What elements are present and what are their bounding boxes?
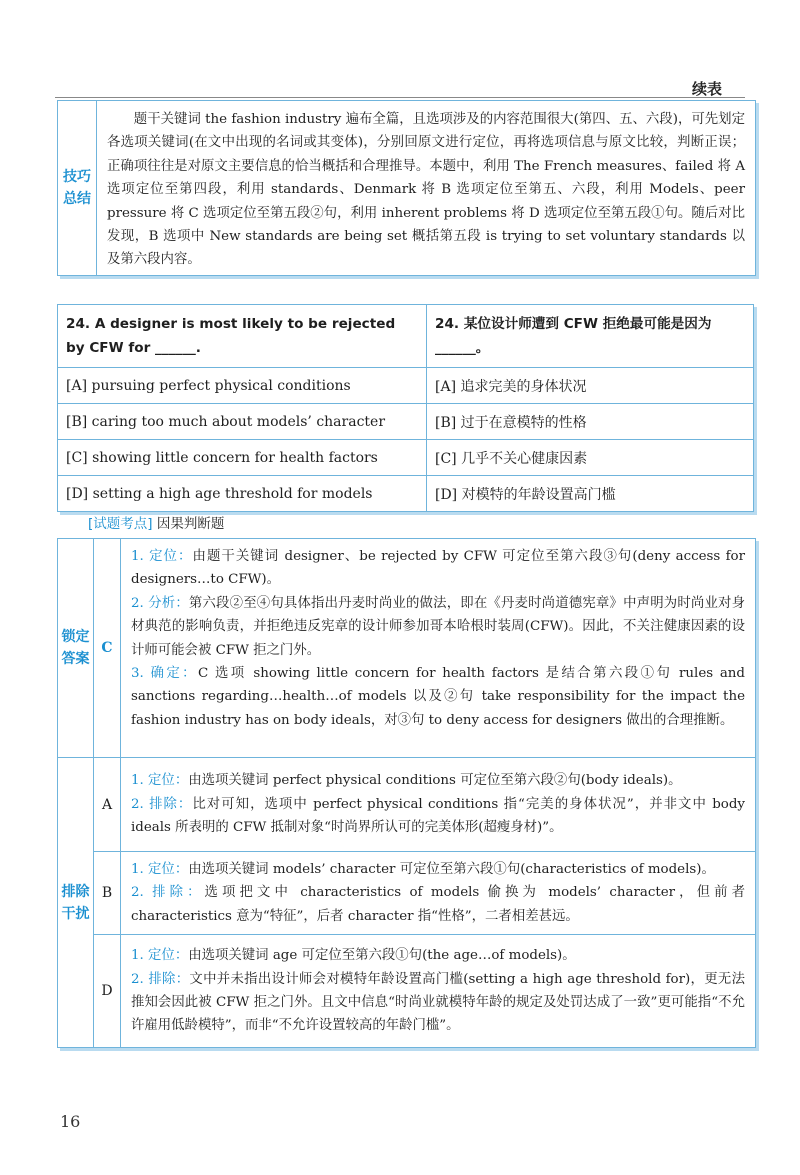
page-number: 16: [60, 1112, 81, 1131]
option-a-en: [A] pursuing perfect physical conditions: [58, 368, 427, 404]
option-row-c: [58, 440, 754, 476]
question-table: [57, 304, 754, 512]
lock-step-1: 1. 定位：由题干关键词 designer、be rejected by CFW 可定位至第六段③句(deny access for designers…to CFW)。: [131, 549, 745, 588]
exclude-row-a: [94, 758, 755, 852]
test-point-tag: [试题考点]: [88, 516, 153, 532]
exclude-block: [58, 758, 755, 1047]
exclude-row-d: [94, 935, 755, 1047]
exclude-letter-a: A: [94, 758, 121, 851]
header-rule: [55, 97, 745, 98]
option-row-d: [58, 476, 754, 512]
lock-label-line1: 锁定: [61, 629, 90, 645]
option-d-en: [D] setting a high age threshold for models: [58, 476, 427, 512]
exclude-b-step-1: 1. 定位：由选项关键词 models’ character 可定位至第六段①句(characteristics of models)。: [131, 861, 715, 877]
exclude-rows: [94, 758, 755, 1047]
test-point-value: 因果判断题: [156, 516, 225, 532]
lock-label-line2: 答案: [61, 651, 90, 667]
option-c-zh: [C] 几乎不关心健康因素: [427, 440, 754, 476]
exclude-letter-b: B: [94, 852, 121, 934]
exclude-label-line1: 排除: [61, 883, 90, 900]
option-row-a: [58, 368, 754, 404]
skill-summary-text: 题干关键词 the fashion industry 遍布全篇，且选项涉及的内容范围很大(第四、五、六段)，可先划定各选项关键词(在文中出现的名词或其变体)，分别回原文进行定位，再将选项信息与原文比较，判断正误；正确项往往是对原文主要信息的恰当概括和合理推导。本题中，利用 The French measures、failed 将 A 选项定位至第四段，利用 standards、Denmark 将 B 选项定位至第五、六段，利用 Models、peer pressure 将 C 选项定位至第五段②句，利用 inherent problems 将 D 选项定位至第五段①句。随后对比发现，B 选项中 New standards are being set 概括第五段 is trying to set voluntary standards 以及第六段内容。: [107, 112, 745, 268]
skill-label-line2: 总结: [63, 191, 91, 207]
exclude-letter-d: D: [94, 935, 121, 1047]
analysis-table: [57, 538, 756, 1048]
option-c-en: [C] showing little concern for health factors: [58, 440, 427, 476]
lock-answer-label: [58, 539, 94, 757]
exclude-content-b: [121, 852, 755, 934]
lock-step-3: 3. 确定：C 选项 showing little concern for health factors 是结合第六段①句 rules and sanctions regarding…health…of models 以及②句 take responsibility for the impact the fashion industry has on body ideals，对③句 to deny access for designers 做出的合理推断。: [131, 666, 745, 728]
option-a-zh: [A] 追求完美的身体状况: [427, 368, 754, 404]
exclude-a-step-1: 1. 定位：由选项关键词 perfect physical conditions 可定位至第六段②句(body ideals)。: [131, 773, 682, 789]
question-stem-en: 24. A designer is most likely to be rejected by CFW for ______.: [58, 305, 427, 368]
lock-answer-block: [58, 539, 755, 758]
lock-answer-content: [121, 539, 755, 757]
exclude-d-step-1: 1. 定位：由选项关键词 age 可定位至第六段①句(the age…of models)。: [131, 948, 576, 964]
test-point: [88, 512, 224, 532]
skill-summary-box: [57, 100, 756, 276]
question-stem-zh: 24. 某位设计师遭到 CFW 拒绝最可能是因为______。: [427, 305, 754, 368]
exclude-row-b: [94, 852, 755, 935]
skill-label-line1: 技巧: [63, 169, 91, 185]
option-row-b: [58, 404, 754, 440]
exclude-content-d: [121, 935, 755, 1047]
option-d-zh: [D] 对模特的年龄设置高门槛: [427, 476, 754, 512]
option-b-en: [B] caring too much about models’ character: [58, 404, 427, 440]
continued-label: 续表: [691, 80, 722, 98]
answer-letter: C: [94, 539, 121, 757]
option-b-zh: [B] 过于在意模特的性格: [427, 404, 754, 440]
exclude-content-a: [121, 758, 755, 851]
exclude-a-step-2: 2. 排除：比对可知，选项中 perfect physical conditions 指“完美的身体状况”，并非文中 body ideals 所表明的 CFW 抵制对象“时尚界所认可的完美体形(超瘦身材)”。: [131, 796, 745, 836]
exclude-b-step-2: 2. 排除：选项把文中 characteristics of models 偷换为 models’ character，但前者 characteristics 意为“特征”，后者 character 指“性格”，二者相差甚远。: [131, 885, 745, 924]
lock-step-2: 2. 分析：第六段②至④句具体指出丹麦时尚业的做法，即在《丹麦时尚道德宪章》中声明为时尚业对身材典范的影响负责，并拒绝违反宪章的设计师参加哥本哈根时装周(CFW)。因此，不关注健康因素的设计师可能会被 CFW 拒之门外。: [131, 595, 745, 658]
exclude-label: [58, 758, 94, 1047]
exclude-label-line2: 干扰: [61, 905, 90, 922]
question-stem-row: [58, 305, 754, 368]
skill-summary-label: [58, 101, 97, 275]
exclude-d-step-2: 2. 排除：文中并未指出设计师会对模特年龄设置高门槛(setting a high age threshold for)，更无法推知会因此被 CFW 拒之门外。且文中信息“时尚业就模特年龄的规定及处罚达成了一致”更可能指“不允许雇用低龄模特”，而非“不允许设置较高的年龄门槛”。: [131, 971, 745, 1034]
